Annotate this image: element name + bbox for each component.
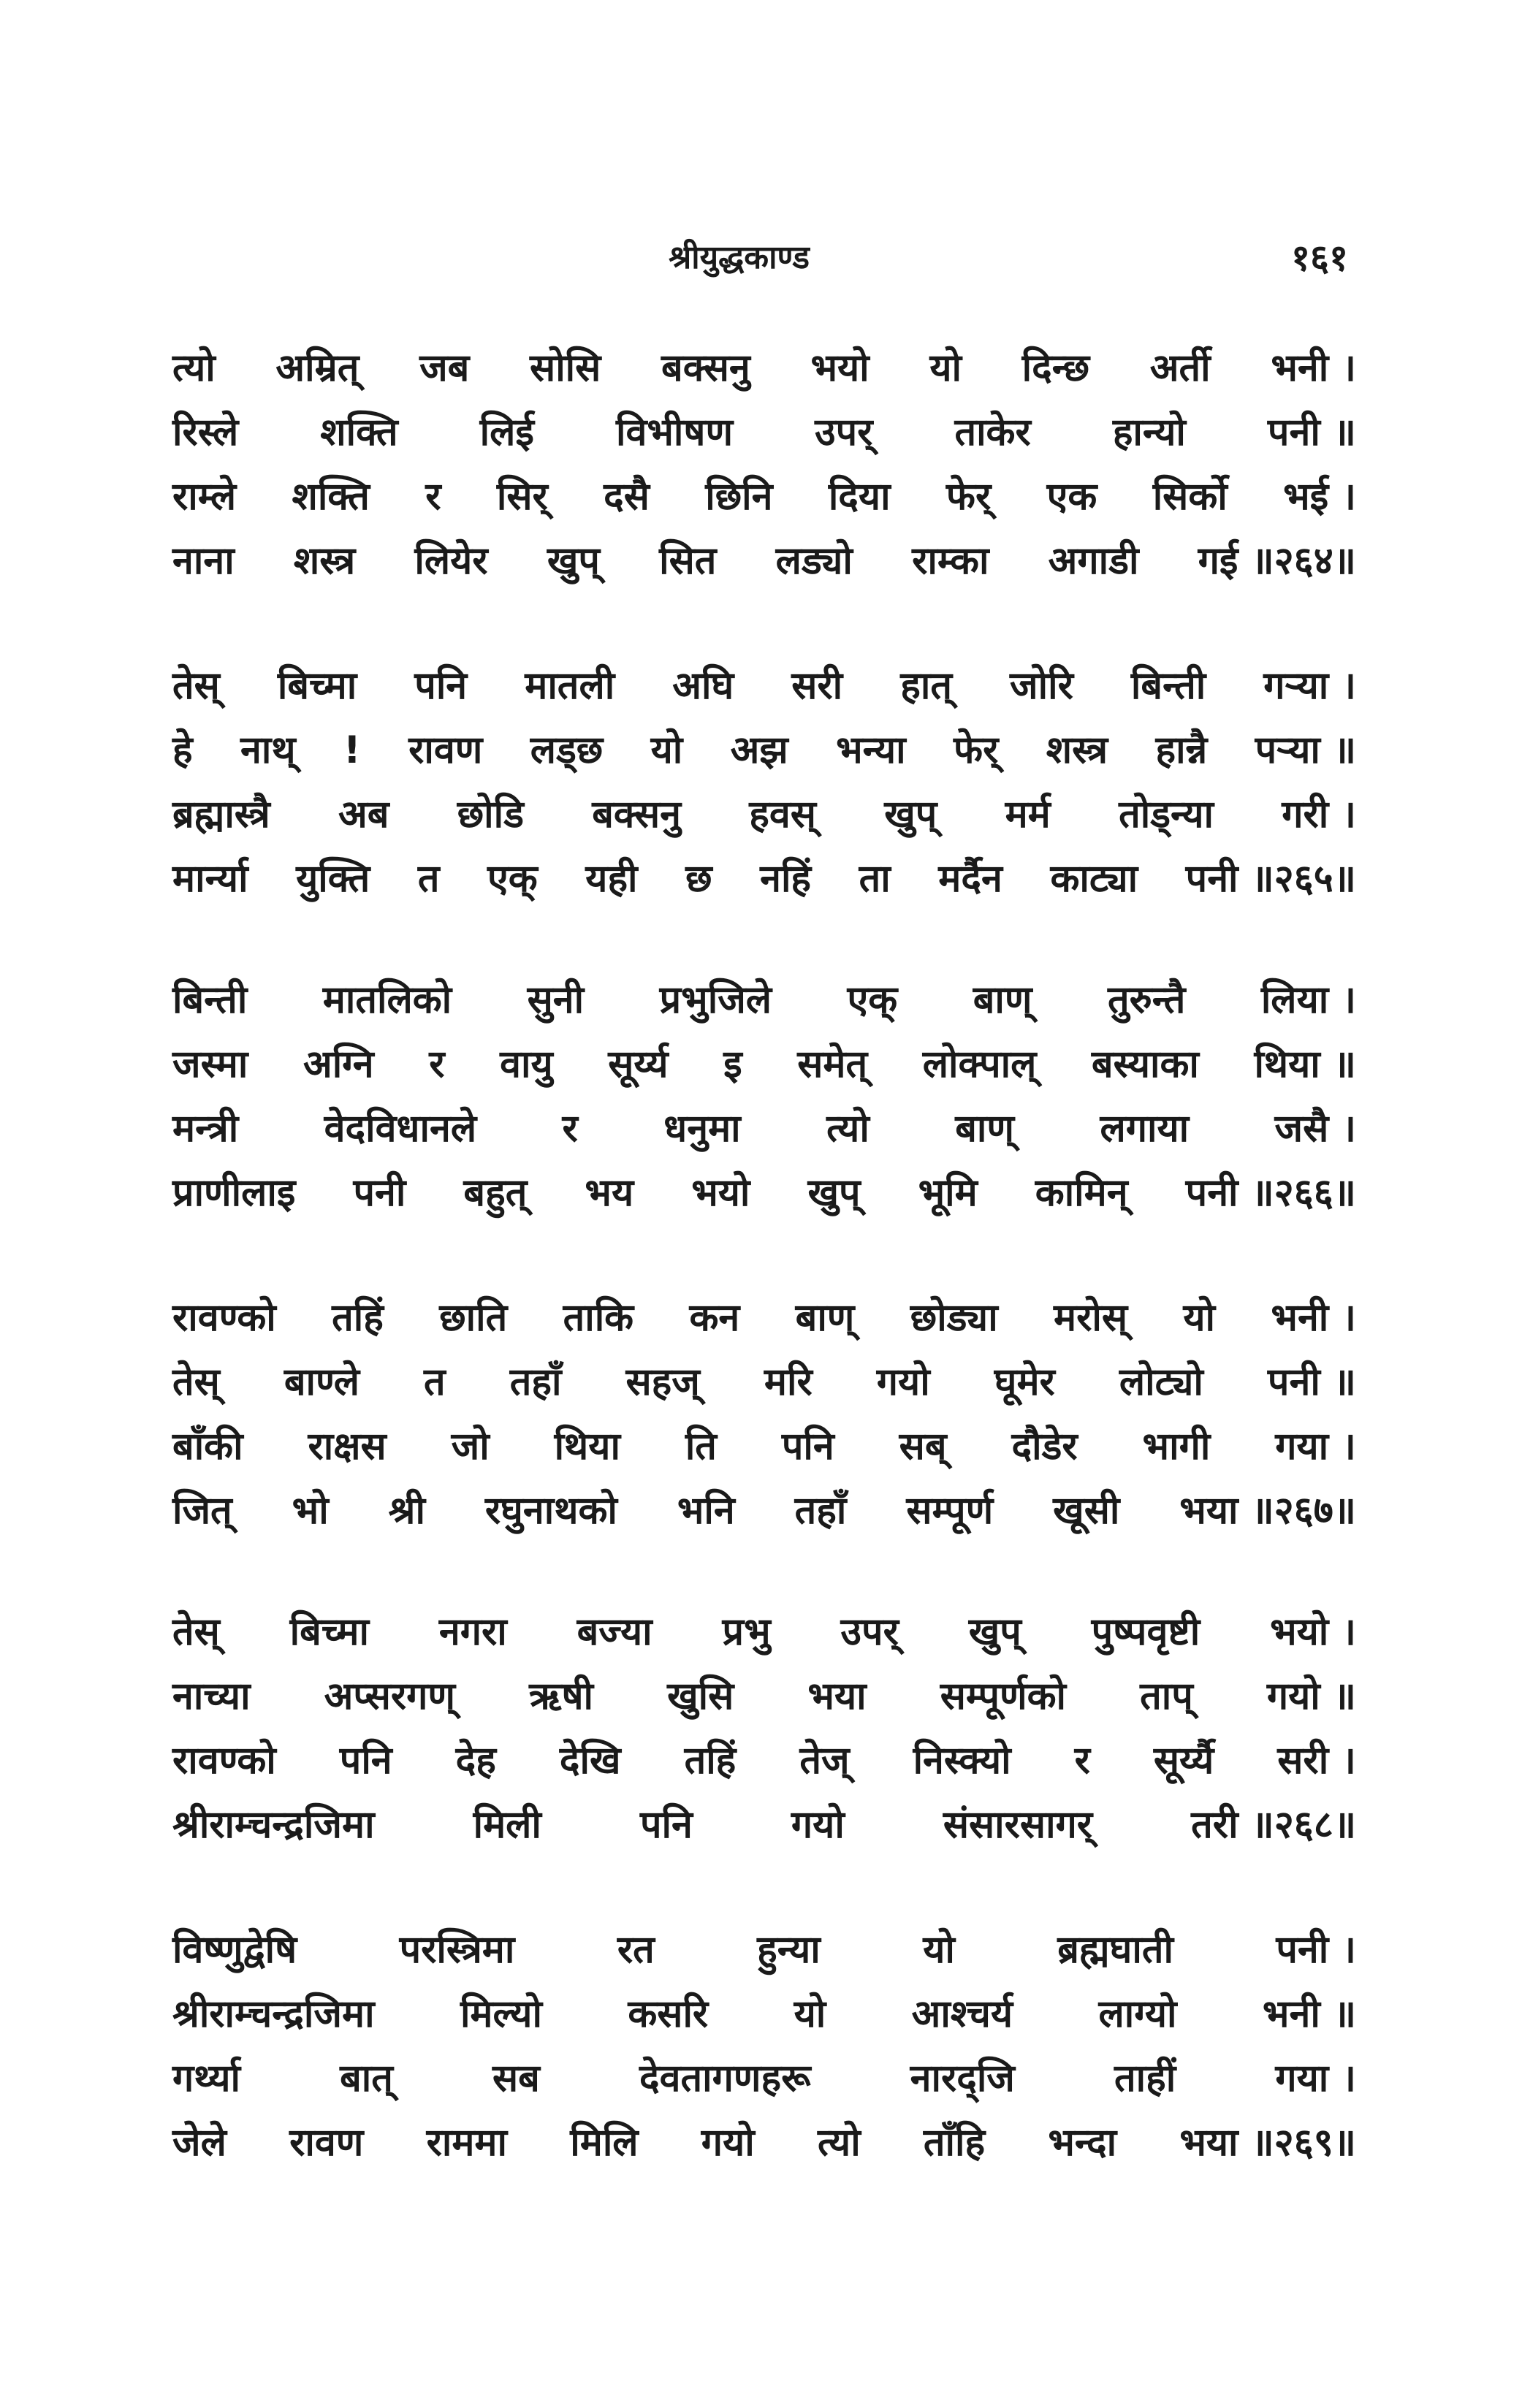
- verse-end-mark: ।: [1342, 664, 1356, 708]
- verse-word: सिर्: [496, 475, 548, 519]
- verse-word: लियेर: [414, 539, 488, 583]
- verse-word: ऋषी: [529, 1674, 594, 1718]
- verse-end-mark: ।: [1342, 475, 1356, 519]
- verse-word: गया ।: [1275, 1414, 1356, 1479]
- verse-word: परस्त्रिमा: [399, 1928, 515, 1972]
- verse-word: भया: [807, 1674, 867, 1718]
- verse-word: बिच्मा: [289, 1610, 369, 1654]
- stanza: [172, 654, 1356, 911]
- verse-line: [172, 1918, 1356, 1982]
- verse-word: गया ।: [1275, 2046, 1356, 2111]
- verse-word: समेत्: [797, 1043, 868, 1086]
- verse-word: भया ॥२६९॥: [1179, 2111, 1356, 2175]
- verse-word: र: [429, 1043, 445, 1086]
- verse-word: मातली: [525, 664, 615, 708]
- verse-word: बाँकी: [172, 1425, 243, 1468]
- verse-word: र: [1074, 1739, 1090, 1783]
- verse-word: बक्सनु: [592, 793, 681, 837]
- verse-word: बक्सनु: [661, 346, 750, 390]
- verse-word: मिली: [473, 1803, 541, 1847]
- verse-word: खूसी: [1053, 1489, 1120, 1533]
- verse-word: राम्का: [912, 539, 989, 583]
- verse-word: यो: [929, 346, 962, 390]
- verse-line: [172, 1479, 1356, 1543]
- verse-word: जित्: [172, 1489, 232, 1533]
- verse-end-mark: ।: [1342, 1739, 1356, 1783]
- verse-word: दसै: [604, 475, 650, 519]
- verse-word: सब्: [899, 1425, 947, 1468]
- verse-end-mark: ॥२६६॥: [1251, 1171, 1356, 1215]
- verse-word: रिस्ले: [172, 411, 239, 454]
- verse-word: तेस्: [172, 664, 220, 708]
- stanza: [172, 336, 1356, 593]
- verse-word: पनी ॥२६५॥: [1186, 847, 1356, 911]
- verse-word: हुन्या: [757, 1928, 821, 1972]
- verse-word: गर्थ्या: [172, 2057, 240, 2100]
- verse-word: राक्षस: [308, 1425, 387, 1468]
- verse-word: बिन्ती: [172, 978, 248, 1022]
- verse-word: ति: [685, 1425, 717, 1468]
- verse-word: सित: [659, 539, 717, 583]
- verse-word: यो: [794, 1992, 826, 2036]
- verse-word: पनी ।: [1276, 1918, 1356, 1982]
- verse-word: अग्नि: [303, 1043, 374, 1086]
- verse-end-mark: ।: [1342, 1928, 1356, 1972]
- verse-word: पनि: [639, 1803, 693, 1847]
- verse-word: अगाडी: [1048, 539, 1139, 583]
- verse-word: भनि: [677, 1489, 735, 1533]
- verse-word: र: [425, 475, 441, 519]
- verse-end-mark: ॥: [1333, 1992, 1356, 2036]
- verse-line: [172, 1793, 1356, 1857]
- verse-word: बिन्ती: [1130, 664, 1206, 708]
- verse-word: थिया ॥: [1254, 1032, 1355, 1097]
- verse-word: भूमि: [918, 1171, 978, 1215]
- verse-word: गयो: [876, 1360, 930, 1404]
- verse-line: [172, 465, 1356, 529]
- verse-end-mark: ।: [1342, 1425, 1356, 1468]
- verse-word: सूर्य्यै: [1153, 1739, 1214, 1783]
- verse-word: सोसि: [530, 346, 601, 390]
- verse-word: संसारसागर्: [943, 1803, 1093, 1847]
- verse-word: ताहीं: [1114, 2057, 1176, 2100]
- verse-word: सम्पूर्ण: [906, 1489, 994, 1533]
- verse-word: नगरा: [438, 1610, 507, 1654]
- verse-line: [172, 782, 1356, 847]
- verse-end-mark: ॥: [1333, 411, 1356, 454]
- verse-word: श्रीराम्चन्द्रजिमा: [172, 1803, 375, 1847]
- stanza: [172, 1600, 1356, 1857]
- verse-word: यो: [650, 728, 683, 772]
- verse-word: पनी ॥: [1268, 1350, 1356, 1414]
- verse-word: ताकेर: [954, 411, 1031, 454]
- running-title: श्रीयुद्धकाण्ड: [669, 239, 810, 276]
- verse-word: सरी ।: [1277, 1729, 1356, 1793]
- verse-word: नाना: [172, 539, 235, 583]
- verse-word: शक्ति: [320, 411, 398, 454]
- verse-word: तेस्: [172, 1610, 220, 1654]
- verse-word: तोड्न्या: [1119, 793, 1214, 837]
- verse-word: मातलिको: [322, 978, 452, 1022]
- verse-word: मरि: [764, 1360, 813, 1404]
- verse-word: प्रभुजिले: [659, 978, 772, 1022]
- verse-word: अम्रित्: [275, 346, 359, 390]
- verse-word: काट्या: [1050, 857, 1138, 901]
- verse-word: बाण्: [955, 1107, 1014, 1151]
- verse-word: दिन्छ: [1021, 346, 1090, 390]
- verse-word: सहज्: [625, 1360, 700, 1404]
- verse-word: सूर्य्य: [608, 1043, 669, 1086]
- verse-line: [172, 1414, 1356, 1479]
- verse-word: छिनि: [705, 475, 773, 519]
- verse-end-mark: ॥२६८॥: [1251, 1803, 1356, 1847]
- verse-end-mark: ॥: [1333, 1043, 1356, 1086]
- verse-word: नारद्जि: [910, 2057, 1015, 2100]
- verse-word: दौडेर: [1011, 1425, 1078, 1468]
- verse-word: अझ: [730, 728, 788, 772]
- verse-word: पऱ्या ॥: [1255, 718, 1356, 782]
- verse-word: भयो: [691, 1171, 750, 1215]
- verse-end-mark: ।: [1342, 1610, 1356, 1654]
- verse-word: विभीषण: [615, 411, 734, 454]
- verse-word: ता: [859, 857, 891, 901]
- verse-word: इ: [723, 1043, 742, 1086]
- verse-word: उपर्: [840, 1610, 899, 1654]
- verse-word: लगाया: [1100, 1107, 1190, 1151]
- verse-word: मर्म: [1005, 793, 1051, 837]
- verse-word: पनी: [353, 1171, 406, 1215]
- verse-word: रावण्को: [172, 1296, 276, 1340]
- verse-word: अघि: [672, 664, 734, 708]
- verse-end-mark: ॥२६५॥: [1251, 857, 1356, 901]
- verse-word: बज्या: [577, 1610, 652, 1654]
- verse-word: यो: [923, 1928, 955, 1972]
- verse-word: भनी ।: [1271, 1286, 1356, 1350]
- verse-word: पनि: [339, 1739, 392, 1783]
- verse-word: राम्ले: [172, 475, 237, 519]
- verse-word: राममा: [426, 2121, 507, 2165]
- verse-word: बाण्: [795, 1296, 855, 1340]
- verse-word: तहाँ: [794, 1489, 847, 1533]
- verse-end-mark: ॥: [1333, 728, 1356, 772]
- verse-word: भन्दा: [1048, 2121, 1117, 2165]
- verse-word: खुप्: [968, 1610, 1021, 1654]
- verse-word: बिच्मा: [277, 664, 357, 708]
- verse-word: !: [343, 728, 361, 772]
- verse-word: गयो: [791, 1803, 845, 1847]
- verse-word: त: [424, 1360, 446, 1404]
- verse-word: कसरि: [628, 1992, 709, 2036]
- verse-word: भया ॥२६७॥: [1179, 1479, 1356, 1543]
- verse-word: रावण: [289, 2121, 364, 2165]
- verse-word: त्यो: [817, 2121, 861, 2165]
- verse-word: रत: [617, 1928, 655, 1972]
- running-header: [0, 232, 1522, 283]
- verse-word: खुप्: [884, 793, 937, 837]
- verse-word: भयो: [810, 346, 870, 390]
- verse-word: लाग्यो: [1098, 1992, 1177, 2036]
- verse-end-mark: ।: [1342, 978, 1356, 1022]
- verse-word: गयो: [701, 2121, 755, 2165]
- verse-word: त्यो: [826, 1107, 870, 1151]
- verse-word: तहिं: [684, 1739, 737, 1783]
- verse-word: बाण्ले: [284, 1360, 359, 1404]
- verse-word: लड्यो: [775, 539, 853, 583]
- verse-word: लोक्पाल्: [922, 1043, 1037, 1086]
- verse-word: वायु: [500, 1043, 553, 1086]
- verse-word: जेले: [172, 2121, 227, 2165]
- verse-line: [172, 1729, 1356, 1793]
- verse-word: र: [562, 1107, 578, 1151]
- verse-word: अब: [338, 793, 389, 837]
- verse-word: गयो ॥: [1267, 1664, 1356, 1729]
- verse-word: हान्नै: [1155, 728, 1208, 772]
- page-number: १६१: [1291, 237, 1348, 279]
- verse-line: [172, 1161, 1356, 1225]
- verse-word: एक्: [847, 978, 898, 1022]
- verse-word: रावण्को: [172, 1739, 276, 1783]
- verse-word: गई ॥२६४॥: [1198, 529, 1356, 593]
- verse-word: खुसि: [667, 1674, 734, 1718]
- verse-word: तहिं: [332, 1296, 384, 1340]
- verse-word: तुरुन्तै: [1107, 978, 1186, 1022]
- verse-line: [172, 2046, 1356, 2111]
- verse-word: सम्पूर्णको: [940, 1674, 1066, 1718]
- verse-end-mark: ।: [1342, 793, 1356, 837]
- verse-word: देह: [455, 1739, 496, 1783]
- verse-word: जोरि: [1010, 664, 1073, 708]
- verse-word: बात्: [340, 2057, 393, 2100]
- verse-word: एक्: [487, 857, 538, 901]
- stanza: [172, 968, 1356, 1225]
- verse-word: ब्रह्मघाती: [1057, 1928, 1173, 1972]
- verse-end-mark: ॥२६९॥: [1251, 2121, 1356, 2165]
- verse-word: भय: [585, 1171, 634, 1215]
- verse-word: शक्ति: [292, 475, 370, 519]
- verse-word: युक्ति: [296, 857, 370, 901]
- verse-line: [172, 336, 1356, 400]
- verse-word: नहिं: [760, 857, 812, 901]
- verse-word: मिलि: [570, 2121, 639, 2165]
- verse-word: यो: [1183, 1296, 1216, 1340]
- verse-word: तहाँ: [509, 1360, 562, 1404]
- verse-word: फेर्: [945, 475, 992, 519]
- verse-word: नाथ्: [240, 728, 296, 772]
- verse-word: निस्क्यो: [913, 1739, 1011, 1783]
- verse-word: मिल्यो: [460, 1992, 542, 2036]
- verse-word: त्यो: [172, 346, 216, 390]
- verse-word: सरी: [791, 664, 843, 708]
- verse-word: त: [417, 857, 440, 901]
- verse-word: भो: [292, 1489, 329, 1533]
- verse-word: पनी ॥: [1268, 400, 1356, 465]
- verse-word: लड्छ: [530, 728, 604, 772]
- verse-word: दिया: [828, 475, 891, 519]
- verse-word: कामिन्: [1035, 1171, 1128, 1215]
- verse-word: तेज्: [799, 1739, 850, 1783]
- stanza: [172, 1918, 1356, 2175]
- verse-word: ब्रह्मास्त्रै: [172, 793, 270, 837]
- verse-word: हान्यो: [1112, 411, 1186, 454]
- verse-word: रावण: [408, 728, 483, 772]
- verse-line: [172, 1664, 1356, 1729]
- verse-word: ताकि: [563, 1296, 634, 1340]
- verse-line: [172, 1097, 1356, 1161]
- verse-word: तेस्: [172, 1360, 220, 1404]
- verse-word: गरी ।: [1282, 782, 1356, 847]
- verse-line: [172, 1350, 1356, 1414]
- verse-word: पुष्पवृष्टी: [1091, 1610, 1201, 1654]
- verse-word: पनि: [781, 1425, 834, 1468]
- stanza: [172, 1286, 1356, 1543]
- verse-word: बस्याका: [1091, 1043, 1199, 1086]
- verse-word: सब: [492, 2057, 540, 2100]
- verse-word: बाण्: [973, 978, 1032, 1022]
- verse-word: सुनी: [527, 978, 585, 1022]
- verse-word: जस्मा: [172, 1043, 248, 1086]
- verse-line: [172, 2111, 1356, 2175]
- verse-line: [172, 400, 1356, 465]
- verse-word: भन्या: [836, 728, 906, 772]
- verse-word: शस्त्र: [293, 539, 356, 583]
- verse-word: हवस्: [749, 793, 816, 837]
- verse-word: देखि: [559, 1739, 621, 1783]
- verse-end-mark: ।: [1342, 1296, 1356, 1340]
- verse-line: [172, 654, 1356, 718]
- verse-word: जब: [419, 346, 470, 390]
- verse-word: मार्न्या: [172, 857, 248, 901]
- verse-line: [172, 1600, 1356, 1664]
- verse-word: सिर्को: [1152, 475, 1228, 519]
- verse-end-mark: ॥२६७॥: [1251, 1489, 1356, 1533]
- verse-word: विष्णुद्वेषि: [172, 1928, 297, 1972]
- verse-word: भागी: [1142, 1425, 1211, 1468]
- verse-word: एक: [1046, 475, 1097, 519]
- verse-end-mark: ॥२६४॥: [1251, 539, 1356, 583]
- verse-word: रघुनाथको: [484, 1489, 617, 1533]
- verse-end-mark: ॥: [1333, 1674, 1356, 1718]
- verse-word: वेदविधानले: [324, 1107, 477, 1151]
- verse-line: [172, 529, 1356, 593]
- verse-word: भनी ।: [1271, 336, 1356, 400]
- verse-word: ताप्: [1140, 1674, 1193, 1718]
- verse-word: प्रभु: [722, 1610, 771, 1654]
- verse-word: श्री: [388, 1489, 425, 1533]
- verse-word: भयो ।: [1270, 1600, 1356, 1664]
- verse-word: पनि: [414, 664, 468, 708]
- verse-end-mark: ॥: [1333, 1360, 1356, 1404]
- verse-word: कन: [689, 1296, 740, 1340]
- verse-word: फेर्: [954, 728, 999, 772]
- verse-word: गऱ्या ।: [1263, 654, 1356, 718]
- verse-end-mark: ।: [1342, 1107, 1356, 1151]
- verse-word: तरी ॥२६८॥: [1191, 1793, 1356, 1857]
- verse-word: धनुमा: [663, 1107, 741, 1151]
- verse-word: खुप्: [547, 539, 600, 583]
- verse-word: ताँहि: [923, 2121, 986, 2165]
- verse-word: लिई: [479, 411, 534, 454]
- verse-line: [172, 718, 1356, 782]
- verse-word: हे: [172, 728, 193, 772]
- verse-word: थिया: [554, 1425, 620, 1468]
- verse-word: खुप्: [807, 1171, 861, 1215]
- verse-word: अप्सरगण्: [324, 1674, 456, 1718]
- verse-word: जसै ।: [1275, 1097, 1356, 1161]
- verse-line: [172, 1286, 1356, 1350]
- verse-word: मर्दैन: [938, 857, 1002, 901]
- verse-word: उपर्: [815, 411, 873, 454]
- verse-line: [172, 1032, 1356, 1097]
- verse-word: पनी ॥२६६॥: [1186, 1161, 1356, 1225]
- verse-word: भनी ॥: [1263, 1982, 1356, 2046]
- verse-word: मरोस्: [1054, 1296, 1128, 1340]
- verse-word: लिया ।: [1261, 968, 1356, 1032]
- verse-word: प्राणीलाइ: [172, 1171, 296, 1215]
- verse-word: जो: [451, 1425, 490, 1468]
- verse-word: देवतागणहरू: [639, 2057, 811, 2100]
- verse-end-mark: ।: [1342, 346, 1356, 390]
- verse-end-mark: ।: [1342, 2057, 1356, 2100]
- verse-word: शस्त्र: [1046, 728, 1108, 772]
- verse-word: घूमेर: [994, 1360, 1055, 1404]
- verse-word: यही: [585, 857, 638, 901]
- verse-word: मन्त्री: [172, 1107, 239, 1151]
- verse-line: [172, 968, 1356, 1032]
- verse-word: लोट्यो: [1119, 1360, 1203, 1404]
- verse-word: बहुत्: [463, 1171, 528, 1215]
- verse-word: भई ।: [1283, 465, 1356, 529]
- verse-word: छोडि: [457, 793, 524, 837]
- verse-word: छोड्या: [910, 1296, 998, 1340]
- verse-word: अर्ती: [1149, 346, 1211, 390]
- verse-line: [172, 847, 1356, 911]
- verse-word: हात्: [900, 664, 952, 708]
- verse-word: आश्चर्य: [911, 1992, 1013, 2036]
- verse-line: [172, 1982, 1356, 2046]
- verse-word: छाति: [439, 1296, 508, 1340]
- verse-word: छ: [685, 857, 712, 901]
- verse-word: नाच्या: [172, 1674, 251, 1718]
- verse-word: श्रीराम्चन्द्रजिमा: [172, 1992, 375, 2036]
